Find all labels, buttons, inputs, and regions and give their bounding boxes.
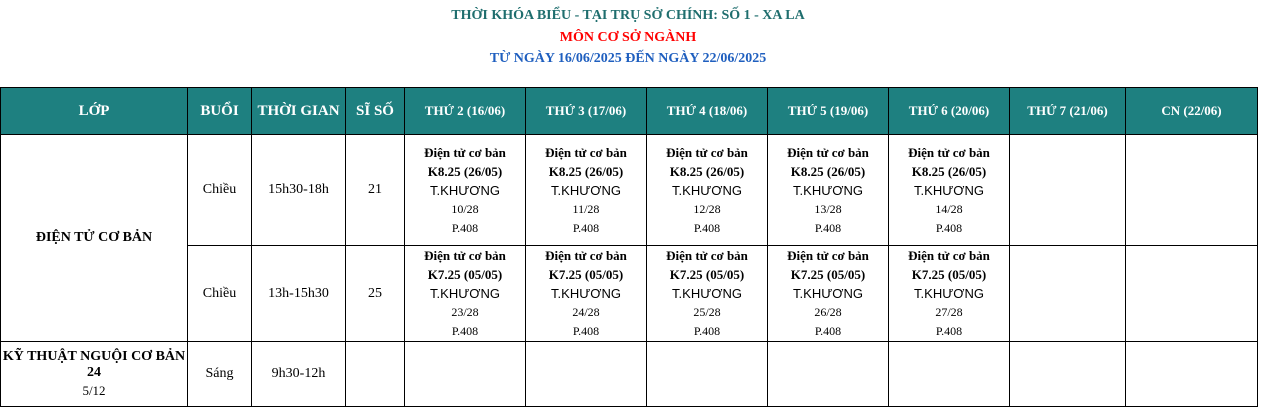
day-cell [889, 246, 1010, 342]
lesson-progress: 14/28 [935, 201, 963, 216]
class-name: ĐIỆN TỬ CƠ BẢN [35, 230, 153, 245]
col-header-fri: THỨ 6 (20/06) [889, 88, 1010, 135]
course-code: K8.25 (26/05) [790, 163, 866, 179]
course-name: Điện tử cơ bản [787, 144, 869, 160]
col-header-wed: THỨ 4 (18/06) [647, 88, 768, 135]
lesson-progress: 11/28 [572, 201, 600, 216]
table-row [1, 342, 1258, 407]
teacher-name: T.KHƯƠNG [793, 286, 863, 301]
day-cell-empty [1126, 135, 1258, 246]
lesson-progress: 25/28 [693, 305, 721, 319]
day-cell-empty [1126, 246, 1258, 342]
day-cell-empty [647, 342, 768, 407]
course-code: K7.25 (05/05) [427, 267, 503, 282]
teacher-name: T.KHƯƠNG [793, 182, 863, 198]
day-cell [647, 135, 768, 246]
room: P.408 [572, 324, 600, 338]
course-code: K7.25 (05/05) [669, 267, 745, 282]
teacher-name: T.KHƯƠNG [551, 182, 621, 198]
day-cell-empty [1126, 342, 1258, 407]
lesson-progress: 26/28 [814, 305, 842, 319]
room: P.408 [935, 324, 963, 338]
lesson-progress: 27/28 [935, 305, 963, 319]
course-name: Điện tử cơ bản [666, 144, 748, 160]
schedule-date-range: TỪ NGÀY 16/06/2025 ĐẾN NGÀY 22/06/2025 [489, 51, 767, 66]
room: P.408 [693, 324, 721, 338]
day-cell-empty [526, 342, 647, 407]
table-row [1, 135, 1258, 246]
class-progress: 5/12 [82, 383, 106, 398]
lesson-progress: 10/28 [451, 201, 479, 216]
col-header-mon: THỨ 2 (16/06) [405, 88, 526, 135]
teacher-name: T.KHƯƠNG [914, 182, 984, 198]
col-header-sat: THỨ 7 (21/06) [1010, 88, 1126, 135]
course-code: K7.25 (05/05) [911, 267, 987, 282]
schedule-subtitle: MÔN CƠ SỞ NGÀNH [559, 30, 697, 45]
teacher-name: T.KHƯƠNG [430, 182, 500, 198]
lesson-progress: 23/28 [451, 305, 479, 319]
teacher-name: T.KHƯƠNG [551, 286, 621, 301]
day-cell [526, 135, 647, 246]
day-cell-empty [405, 342, 526, 407]
session-cell: Chiều [188, 246, 252, 342]
day-cell [889, 135, 1010, 246]
course-name: Điện tử cơ bản [908, 248, 990, 263]
course-name: Điện tử cơ bản [666, 248, 748, 263]
teacher-name: T.KHƯƠNG [430, 286, 500, 301]
teacher-name: T.KHƯƠNG [672, 182, 742, 198]
col-header-class: LỚP [1, 88, 188, 135]
count-cell: 21 [346, 135, 405, 246]
time-cell: 13h-15h30 [252, 246, 346, 342]
class-name: KỸ THUẬT NGUỘI CƠ BẢN 24 [2, 349, 186, 380]
teacher-name: T.KHƯƠNG [914, 286, 984, 301]
course-name: Điện tử cơ bản [787, 248, 869, 263]
course-name: Điện tử cơ bản [908, 144, 990, 160]
course-code: K7.25 (05/05) [790, 267, 866, 282]
col-header-thu: THỨ 5 (19/06) [768, 88, 889, 135]
day-cell-empty [1010, 135, 1126, 246]
col-header-session: BUỔI [188, 88, 252, 135]
header-row [1, 88, 1258, 135]
course-name: Điện tử cơ bản [545, 248, 627, 263]
room: P.408 [814, 220, 842, 235]
room: P.408 [451, 324, 479, 338]
day-cell-empty [1010, 246, 1126, 342]
col-header-tue: THỨ 3 (17/06) [526, 88, 647, 135]
course-code: K7.25 (05/05) [548, 267, 624, 282]
session-cell: Sáng [188, 342, 252, 407]
day-cell [647, 246, 768, 342]
day-cell [526, 246, 647, 342]
class-name-cell [1, 342, 188, 407]
lesson-progress: 24/28 [572, 305, 600, 319]
teacher-name: T.KHƯƠNG [672, 286, 742, 301]
day-cell-empty [1010, 342, 1126, 407]
count-cell [346, 342, 405, 407]
course-name: Điện tử cơ bản [545, 144, 627, 160]
room: P.408 [935, 220, 963, 235]
day-cell [768, 135, 889, 246]
class-name-cell [1, 135, 188, 342]
time-cell: 15h30-18h [252, 135, 346, 246]
course-name: Điện tử cơ bản [424, 144, 506, 160]
col-header-time: THỜI GIAN [252, 88, 346, 135]
lesson-progress: 13/28 [814, 201, 842, 216]
room: P.408 [451, 220, 479, 235]
col-header-count: SĨ SỐ [346, 88, 405, 135]
day-cell-empty [889, 342, 1010, 407]
course-code: K8.25 (26/05) [911, 163, 987, 179]
lesson-progress: 12/28 [693, 201, 721, 216]
table-row [1, 246, 1258, 342]
day-cell [405, 246, 526, 342]
room: P.408 [572, 220, 600, 235]
schedule-title: THỜI KHÓA BIỂU - TẠI TRỤ SỞ CHÍNH: SỐ 1 - XA LA [451, 8, 805, 23]
time-cell: 9h30-12h [252, 342, 346, 407]
count-cell: 25 [346, 246, 405, 342]
room: P.408 [693, 220, 721, 235]
col-header-sun: CN (22/06) [1126, 88, 1258, 135]
course-code: K8.25 (26/05) [669, 163, 745, 179]
session-cell: Chiều [188, 135, 252, 246]
course-code: K8.25 (26/05) [548, 163, 624, 179]
course-code: K8.25 (26/05) [427, 163, 503, 179]
timetable [0, 87, 1258, 407]
course-name: Điện tử cơ bản [424, 248, 506, 263]
room: P.408 [814, 324, 842, 338]
day-cell [405, 135, 526, 246]
day-cell-empty [768, 342, 889, 407]
day-cell [768, 246, 889, 342]
